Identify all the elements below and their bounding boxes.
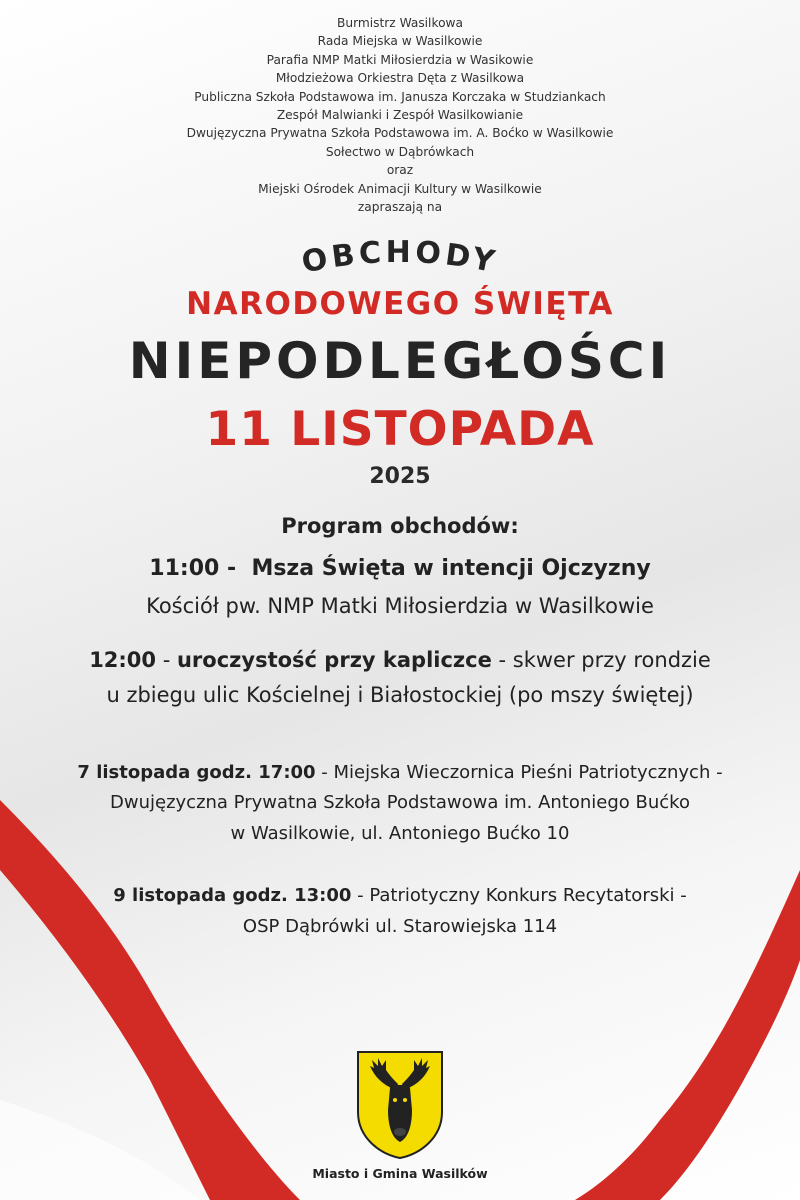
event-4-when: 9 listopada godz. 13:00 [113,885,352,906]
event-2-time: 12:00 [89,648,157,672]
program-title: Program obchodów: [281,514,519,538]
event-2-sep: - [156,648,177,672]
organizer: Publiczna Szkoła Podstawowa im. Janusza Korczaka w Studziankach [194,89,606,104]
arc-title-text: OBCHODY [298,234,502,281]
organizer: zapraszają na [357,200,443,215]
event-1-name: Msza Święta w intencji Ojczyzny [251,556,651,581]
event-3-rest-1: - Miejska Wieczornica Pieśni Patriotycznych - [315,762,723,783]
event-1-heading [0,556,800,581]
event-1-time: 11:00 - [149,556,237,581]
organizer: Burmistrz Wasilkowa [337,16,463,30]
organizer: oraz [386,163,414,178]
svg-text:OBCHODY [299,235,501,281]
event-2-place-2: u zbiegu ulic Kościelnej i Białostockiej (po mszy świętej) [106,683,694,707]
event-4-rest-1: - Patriotyczny Konkurs Recytatorski - [351,885,687,906]
title-date: 11 LISTOPADA [205,402,595,457]
event-2-place-1: - skwer przy rondzie [491,648,711,672]
event-3-rest-3: w Wasilkowie, ul. Antoniego Bućko 10 [230,823,570,844]
event-3-when: 7 listopada godz. 17:00 [77,762,316,783]
moose-crest-icon [356,1050,444,1160]
title-line-1: NARODOWEGO ŚWIĘTA [186,286,614,322]
organizer: Sołectwo w Dąbrówkach [325,144,475,159]
organizer: Rada Miejska w Wasilkowie [317,34,483,49]
organizer: Parafia NMP Matki Miłosierdzia w Wasikowie [266,52,534,67]
event-1-place: Kościół pw. NMP Matki Miłosierdzia w Wasilkowie [146,594,654,618]
organizer: Zespół Malwianki i Zespół Wasilkowianie [276,108,524,123]
event-3-heading [0,762,800,783]
organizer: Młodzieżowa Orkiestra Dęta z Wasilkowa [275,71,525,86]
title-line-2: NIEPODLEGŁOŚCI [128,332,672,390]
event-2-heading [0,648,800,672]
crest-label: Miasto i Gmina Wasilków [312,1166,488,1181]
event-4-heading [0,885,800,906]
organizers-list [0,14,800,216]
event-4-rest-2: OSP Dąbrówki ul. Starowiejska 114 [242,916,558,937]
organizer: Miejski Ośrodek Animacji Kultury w Wasilkowie [258,181,542,196]
title-year: 2025 [369,464,431,489]
arc-title [0,222,800,282]
event-3-rest-2: Dwujęzyczna Prywatna Szkoła Podstawowa im. Antoniego Bućko [110,792,690,813]
event-2-name: uroczystość przy kapliczce [176,648,492,672]
organizer: Dwujęzyczna Prywatna Szkoła Podstawowa im. A. Boćko w Wasilkowie [186,126,614,141]
